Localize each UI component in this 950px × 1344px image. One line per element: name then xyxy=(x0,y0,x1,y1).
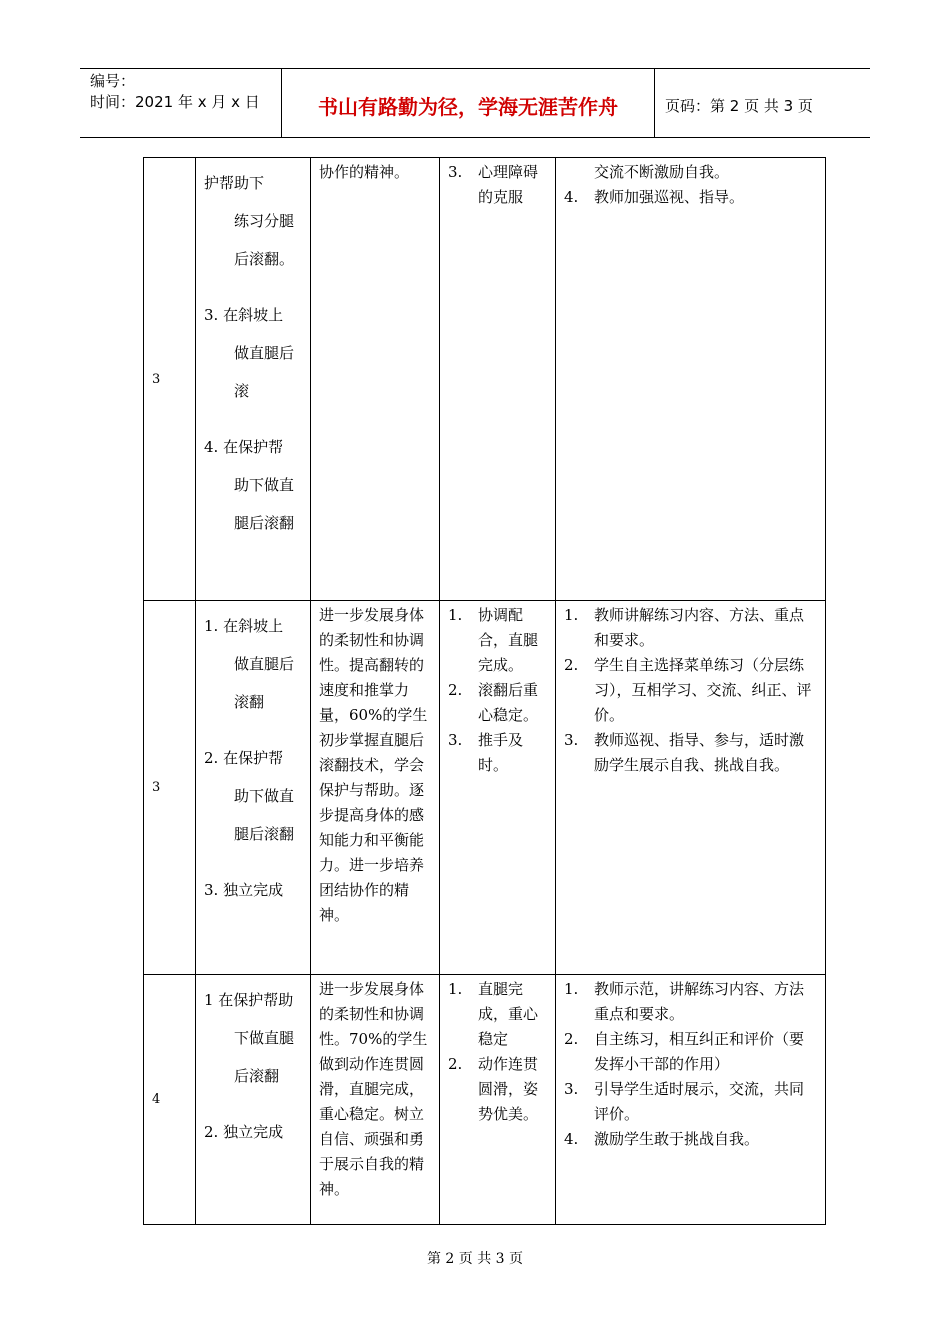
content-line: 做直腿后 xyxy=(234,655,295,673)
content-line: 滚 xyxy=(234,382,250,400)
list-item xyxy=(564,728,817,778)
numbered-list xyxy=(564,160,817,210)
page-footer: 第 2 页 共 3 页 xyxy=(426,1251,524,1267)
list-item xyxy=(564,160,817,185)
item-number: 4. xyxy=(564,188,579,206)
content-item xyxy=(204,871,302,909)
keys-cell xyxy=(440,158,556,601)
numbered-list xyxy=(564,603,817,778)
item-number: 1. xyxy=(448,606,463,624)
content-line: 2. 在保护帮 xyxy=(204,749,284,767)
numbered-list xyxy=(448,603,551,778)
table-row xyxy=(144,975,826,1225)
item-text: 教师示范，讲解练习内容、方法重点和要求。 xyxy=(594,980,805,1023)
item-number: 2. xyxy=(564,656,579,674)
content-item xyxy=(204,981,302,1095)
list-item xyxy=(448,160,551,210)
content-line: 2. 独立完成 xyxy=(204,1123,284,1141)
list-item xyxy=(448,603,551,678)
row-number: 4 xyxy=(144,975,196,1225)
item-number: 1. xyxy=(448,980,463,998)
item-number: 3. xyxy=(564,1080,579,1098)
item-number: 3. xyxy=(448,163,463,181)
item-text: 滚翻后重心稳定。 xyxy=(478,681,539,724)
content-line: 下做直腿 xyxy=(234,1029,295,1047)
keys-cell xyxy=(440,601,556,975)
content-line: 3. 在斜坡上 xyxy=(204,306,284,324)
table-row xyxy=(144,158,826,601)
content-line: 助下做直 xyxy=(234,787,295,805)
content-line: 腿后滚翻 xyxy=(234,825,295,843)
list-item xyxy=(564,977,817,1027)
item-text: 引导学生适时展示，交流，共同评价。 xyxy=(594,1080,805,1123)
numbered-list xyxy=(564,977,817,1152)
list-item xyxy=(448,1052,551,1127)
header-meta xyxy=(80,69,282,137)
item-text: 协调配合，直腿完成。 xyxy=(478,606,539,674)
motto: 书山有路勤为径，学海无涯苦作舟 xyxy=(282,69,655,137)
item-text: 直腿完成，重心稳定 xyxy=(478,980,539,1048)
goal-cell: 协作的精神。 xyxy=(311,158,440,601)
list-item xyxy=(448,678,551,728)
item-number xyxy=(564,160,594,185)
content-line: 后滚翻 xyxy=(234,1067,280,1085)
lesson-table xyxy=(143,157,826,1225)
methods-cell xyxy=(556,975,826,1225)
item-text: 教师加强巡视、指导。 xyxy=(594,188,745,206)
content-line: 腿后滚翻 xyxy=(234,514,295,532)
item-text: 教师讲解练习内容、方法、重点和要求。 xyxy=(594,606,805,649)
item-number: 1. xyxy=(564,980,579,998)
item-text: 心理障碍的克服 xyxy=(478,163,539,206)
content-cell xyxy=(196,601,311,975)
row-number: 3 xyxy=(144,601,196,975)
content-cell xyxy=(196,158,311,601)
item-text: 教师巡视、指导、参与，适时激励学生展示自我、挑战自我。 xyxy=(594,731,805,774)
item-number: 4. xyxy=(564,1130,579,1148)
table-row xyxy=(144,601,826,975)
content-line: 1. 在斜坡上 xyxy=(204,617,284,635)
list-item xyxy=(564,185,817,210)
content-cell xyxy=(196,975,311,1225)
content-line: 3. 独立完成 xyxy=(204,881,284,899)
methods-cell xyxy=(556,158,826,601)
list-item xyxy=(564,1077,817,1127)
list-item xyxy=(564,1127,817,1152)
item-text: 推手及时。 xyxy=(478,731,524,774)
content-line: 滚翻 xyxy=(234,693,265,711)
code-label: 编号： xyxy=(90,72,136,90)
item-text: 学生自主选择菜单练习（分层练习），互相学习、交流、纠正、评价。 xyxy=(594,656,812,724)
list-item xyxy=(564,1027,817,1077)
content-line: 护帮助下 xyxy=(204,174,265,192)
page-label: 页码：第 2 页 共 3 页 xyxy=(665,96,813,115)
item-text: 动作连贯圆滑，姿势优美。 xyxy=(478,1055,539,1123)
page-header xyxy=(80,68,870,138)
content-line: 做直腿后 xyxy=(234,344,295,362)
content-line: 后滚翻。 xyxy=(234,250,295,268)
content-line: 1 在保护帮助 xyxy=(204,991,294,1009)
content-line: 练习分腿 xyxy=(234,212,295,230)
item-text: 自主练习，相互纠正和评价（要发挥小干部的作用） xyxy=(594,1030,805,1073)
list-item xyxy=(448,728,551,778)
item-text: 激励学生敢于挑战自我。 xyxy=(594,1130,760,1148)
item-number: 2. xyxy=(448,1055,463,1073)
item-number: 2. xyxy=(564,1030,579,1048)
item-number: 1. xyxy=(564,606,579,624)
item-number: 3. xyxy=(448,731,463,749)
item-number: 2. xyxy=(448,681,463,699)
content-line: 助下做直 xyxy=(234,476,295,494)
goal-cell: 进一步发展身体的柔韧性和协调性。70%的学生做到动作连贯圆滑，直腿完成，重心稳定。树立自信、顽强和勇于展示自我的精神。 xyxy=(311,975,440,1225)
content-line: 4. 在保护帮 xyxy=(204,438,284,456)
time-label: 时间：2021 年 x 月 x 日 xyxy=(90,93,260,111)
content-item xyxy=(204,428,302,542)
item-text: 交流不断激励自我。 xyxy=(594,163,730,181)
numbered-list xyxy=(448,977,551,1127)
keys-cell xyxy=(440,975,556,1225)
content-item xyxy=(204,296,302,410)
item-number: 3. xyxy=(564,731,579,749)
content-item xyxy=(204,607,302,721)
content-item xyxy=(204,739,302,853)
list-item xyxy=(564,603,817,653)
goal-cell: 进一步发展身体的柔韧性和协调性。提高翻转的速度和推掌力量，60%的学生初步掌握直腿后滚翻技术，学会保护与帮助。逐步提高身体的感知能力和平衡能力。进一步培养团结协作的精神。 xyxy=(311,601,440,975)
numbered-list xyxy=(448,160,551,210)
list-item xyxy=(564,653,817,728)
list-item xyxy=(448,977,551,1052)
methods-cell xyxy=(556,601,826,975)
content-item xyxy=(204,1113,302,1151)
content-item xyxy=(204,164,302,278)
row-number: 3 xyxy=(144,158,196,601)
